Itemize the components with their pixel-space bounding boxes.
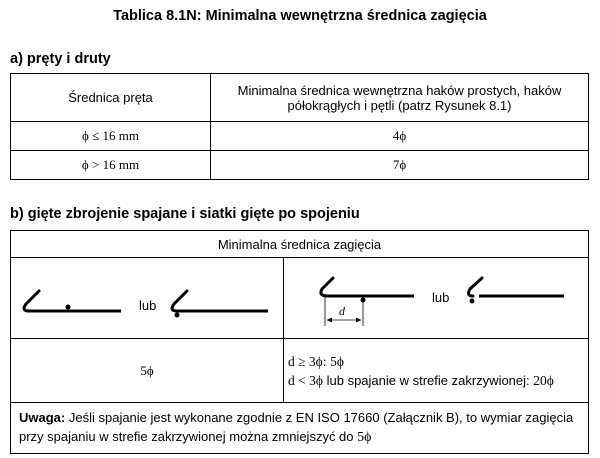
condition-1-math: d ≥ 3ϕ: (288, 353, 327, 369)
section-b-heading: b) gięte zbrojenie spajane i siatki gięte po spojeniu (10, 206, 360, 222)
table-welded (10, 230, 589, 454)
table-bars-wires (10, 73, 589, 180)
row-value: 4ϕ (211, 122, 589, 151)
figure-right (284, 258, 589, 339)
condition-2-value: 20ϕ (533, 372, 554, 388)
conditions (284, 339, 589, 403)
note-value: 5ϕ (357, 430, 372, 445)
figure-left (11, 258, 284, 339)
or-label: lub (432, 290, 450, 305)
table-title: Tablica 8.1N: Minimalna wewnętrzna średnica zagięcia (113, 8, 487, 24)
row-diameter: ϕ ≤ 16 mm (11, 122, 211, 151)
value-left: 5ϕ (11, 339, 284, 403)
header-min-diameter: Minimalna średnica wewnętrzna haków prostych, haków półokrągłych i pętli (patrz Rysunek 8.1) (211, 74, 589, 122)
note-label: Uwaga: (19, 410, 66, 425)
header-min-bend-diameter: Minimalna średnica zagięcia (11, 231, 589, 258)
dimension-label: d (339, 304, 345, 318)
condition-2-text: lub spajanie w strefie zakrzywionej: (326, 372, 530, 388)
or-label: lub (139, 298, 157, 313)
note (11, 403, 589, 454)
table-row (11, 122, 589, 151)
section-a-heading: a) pręty i druty (10, 51, 111, 67)
condition-1-value: 5ϕ (330, 353, 345, 369)
table-row (11, 151, 589, 180)
row-value: 7ϕ (211, 151, 589, 180)
note-text: Jeśli spajanie jest wykonane zgodnie z EN ISO 17660 (Załącznik B), to wymiar zagięcia przy spajaniu w strefie zakrzywionej można zmniejszyć do (19, 410, 574, 444)
condition-2-math: d < 3ϕ (288, 372, 323, 388)
header-bar-diameter: Średnica pręta (11, 74, 211, 122)
row-diameter: ϕ > 16 mm (11, 151, 211, 180)
